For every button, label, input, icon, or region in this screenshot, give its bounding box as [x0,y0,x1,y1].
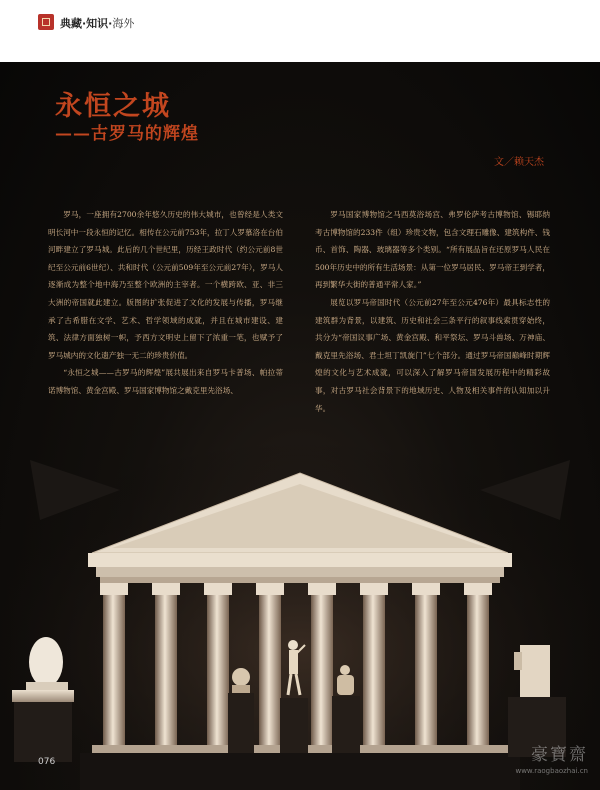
section-sub: 海外 [112,17,135,30]
temple-cornice [88,553,512,567]
exhibit-floor [80,753,520,790]
statue-head [232,668,250,693]
article-subtitle: ——古罗马的辉煌 [55,124,199,144]
temple-exhibit-photo [0,440,600,790]
column-capital [256,583,284,595]
column-capital [464,583,492,595]
logo-icon [38,14,54,30]
column [415,595,437,745]
column [363,595,385,745]
column-capital [360,583,388,595]
column [259,595,281,745]
column-capital [308,583,336,595]
column [207,595,229,745]
pedestal [228,693,254,753]
page-header [0,0,600,62]
column [103,595,125,745]
column-capital [100,583,128,595]
column [467,595,489,745]
paragraph: 展览以罗马帝国时代（公元前27年至公元476年）最具标志性的建筑群为背景，以建筑、历史和社会三条平行的叙事线索贯穿始终，共分为“帝国议事广场、黄金宫殿、和平祭坛、罗马斗兽场、万神庙、戴克里先浴场、君士坦丁凯旋门”七个部分。通过罗马帝国巅峰时期辉煌的文化与艺术成就，可以深入了解罗马帝国发展历程中的精彩故事，对古罗马社会背景下的地域历史、人物及相关事件的认知加以升华。 [315,297,550,413]
watermark-text: 豪寶齋 [531,745,588,765]
pedestal [332,696,360,753]
article-title: 永恒之城 [55,91,171,122]
column-capital [204,583,232,595]
watermark-url: www.raogbaozhai.cn [515,767,588,775]
text-column-right [315,206,550,417]
column [155,595,177,745]
text-column-left [48,206,283,400]
column-capital [152,583,180,595]
section-main: 典藏·知识· [60,17,113,30]
temple-frieze [96,567,504,577]
paragraph: “永恒之城——古罗马的辉煌”展共展出来自罗马卡普场、帕拉蒂诺博物馆、黄金宫殿、罗马国家博物馆之戴克里先浴场、 [48,368,283,395]
display-case [14,702,72,762]
paragraph: 罗马国家博物馆之马西莫浴场宫、弗罗伦萨考古博物馆、锡耶纳考古博物馆的233件（组）珍贵文物，包含文理石雕像、建筑构件、钱币、首饰、陶器、玻璃器等多个类别。“所有展品旨在还原罗马人民在500年历史中的所有生活场景：从第一位罗马居民、罗马帝王到学者，再到繁华大街的普通平常人家。” [315,210,550,290]
paragraph: 罗马，一座拥有2700余年悠久历史的伟大城市，也曾经是人类文明长河中一段永恒的记忆。相传在公元前753年，拉丁人罗慕洛在台伯河畔建立了罗马城。此后的几个世纪里，历经王政时代（约公元前8世纪至公元前6世纪）、共和时代（公元前509年至公元前27年），罗马人逐渐成为整个地中海乃至整个欧洲的主宰者。一个横跨欧、亚、非三大洲的帝国就此建立。版图的扩张促进了文化的发展与传播，罗马继承了古希腊在文学、艺术、哲学领域的成就，并且在城市建设、建筑、法律方面独树一帜，予西方文明史上留下了浓重一笔，也赋予了罗马城内的文化遗产独一无二的珍贵价值。 [48,210,283,360]
pedestal [12,690,74,702]
pedestal [280,698,308,753]
temple-architrave [100,577,500,583]
watermark [515,740,588,775]
section-label [60,15,134,31]
column [311,595,333,745]
article-author: 文／赖天杰 [494,157,544,168]
column-capital [412,583,440,595]
page-number: 076 [38,757,56,767]
